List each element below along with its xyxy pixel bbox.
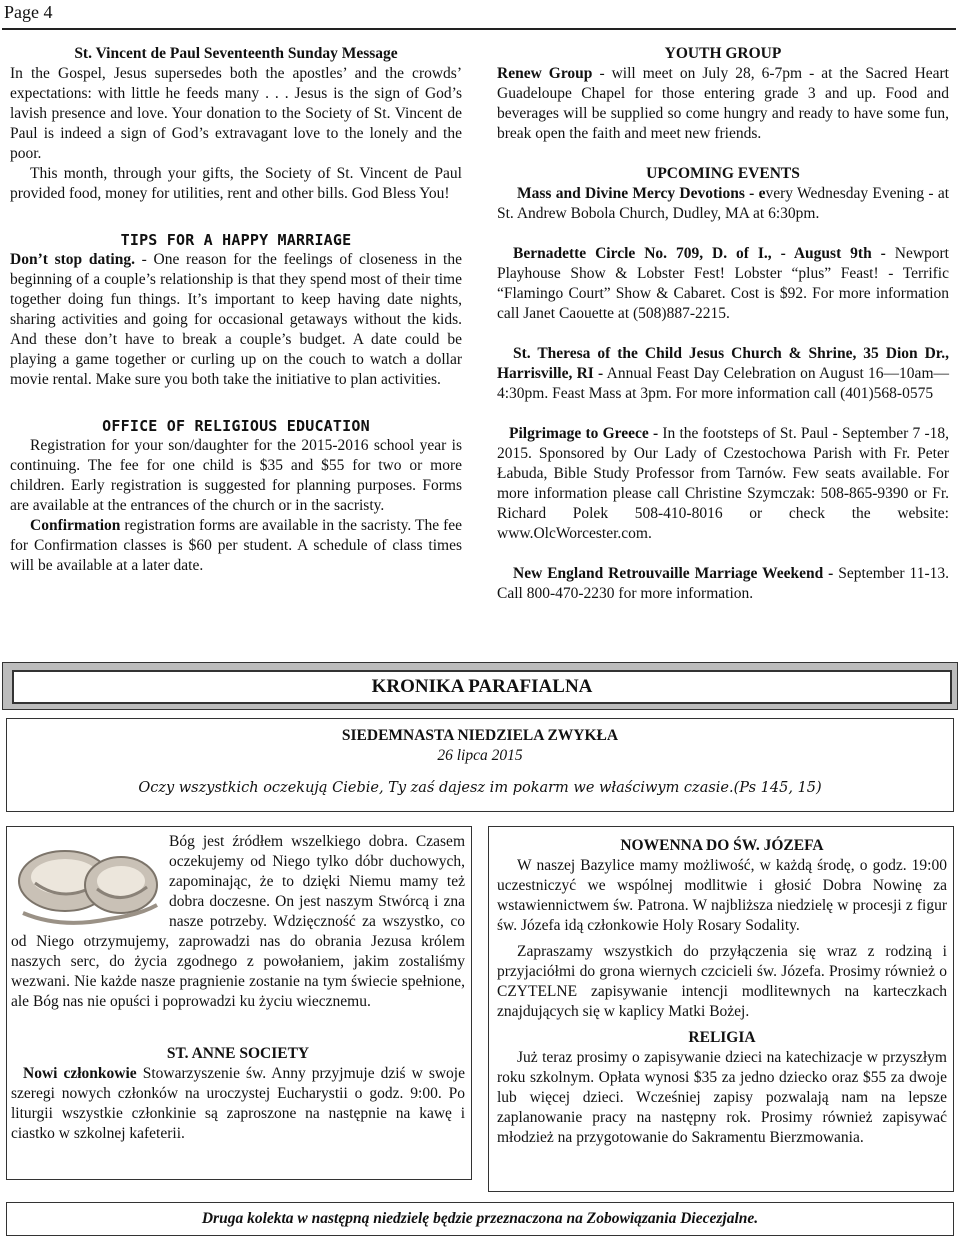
religious-ed-para1: Registration for your son/daughter for the 2015-2016 school year is continuing. The fee for one child is $35 and $55 for two or more children. Early registration is suggested for planning purposes. Forms are available at the entrances of the church or in the sacristy. xyxy=(10,437,462,514)
sunday-title: SIEDEMNASTA NIEDZIELA ZWYKŁA xyxy=(341,727,619,744)
st-anne-body: Stowarzyszenie św. Anny przyjmuje dziś w swoje szeregi nowych członków na uroczystej Eucharystii o godz. 9:00. Po liturgii wszystkie członkinie są zaproszone na następnie na kawę i ciastko w szkolnej kafeterii. xyxy=(11,1065,465,1142)
tips-title: TIPS FOR A HAPPY MARRIAGE xyxy=(120,231,352,249)
retrouvaille-lead: New England Retrouvaille Marriage Weekend - xyxy=(513,565,834,582)
mass-lead: Mass and Divine Mercy Devotions - e xyxy=(517,185,766,202)
confirmation-body: registration forms are available in the sacristy. The fee for Confirmation classes is $60 per student. A schedule of class times will be available at a later date. xyxy=(10,517,462,574)
bernadette-body: Newport Playhouse Show & Lobster Fest! Lobster “plus” Feast! - Terrific “Flamingo Court” Show & Cabaret. Cost is $92. For more information call Janet Caouette at (508)887-2215. xyxy=(497,245,949,322)
right-column xyxy=(497,44,949,604)
tips-body: - One reason for the feelings of closeness in the beginning of a couple’s relationship is that they spend most of their time together doing fun things. It’s important to keep having date nights, sharing activities and going for occasional getaways without the kids. And these don’t have to break a couple’s budget. A date could be playing a game together or curling up on the couch to watch a dollar movie rental. Make sure you both take the initiative to plan activities. xyxy=(10,251,462,388)
kronika-banner xyxy=(2,662,958,710)
footer-note: Druga kolekta w następną niedzielę będzie przeznaczona na Zobowiązania Diecezjalne. xyxy=(201,1210,759,1227)
mass-body: very Wednesday Evening - at St. Andrew Bobola Church, Dudley, MA at 6:30pm. xyxy=(497,185,950,222)
nowenna-para1: W naszej Bazylice mamy możliwość, w każdą środę, o godz. 19:00 uczestniczyć we wspólnej modlitwie i głosić Dobra Nowinę za wstawiennictwem św. Patrona. W najbliższa niedzielę w procesji z figur św. Józefa idą członkowie Holy Rosary Sodality. xyxy=(497,857,947,934)
religious-ed-title: OFFICE OF RELIGIOUS EDUCATION xyxy=(102,417,370,435)
st-vincent-section xyxy=(10,44,462,204)
youth-title: YOUTH GROUP xyxy=(664,45,782,62)
youth-lead: Renew Group xyxy=(497,65,593,82)
polish-right-box xyxy=(488,826,954,1192)
events-title: UPCOMING EVENTS xyxy=(646,165,800,182)
events-section xyxy=(497,164,949,604)
pilgrimage-body: In the footsteps of St. Paul - September 7 -18, 2015. Sponsored by Our Lady of Czestochowa Parish with Fr. Peter Łabuda, Bible Study Professor from Tarnów. Few seats available. For more information please call Christine Szymczak: 508-865-9390 or Fr. Richard Polek 508-410-8016 or check the website: www.OlcWorcester.com. xyxy=(497,425,949,542)
youth-section xyxy=(497,44,949,144)
st-anne-lead: Nowi członkowie xyxy=(23,1065,137,1082)
st-vincent-title: St. Vincent de Paul Seventeenth Sunday Message xyxy=(74,45,398,62)
religia-title: RELIGIA xyxy=(688,1029,756,1046)
st-vincent-para1: In the Gospel, Jesus supersedes both the apostles’ and the crowds’ expectations: with little he feeds many . . . Jesus is the sign of God’s lavish presence and love. Your donation to the Society of St. Vincent de Paul is indeed a sign of God’s extravagant love to the lonely and the poor. xyxy=(10,65,462,162)
tips-section xyxy=(10,230,462,390)
nowenna-title: NOWENNA DO ŚW. JÓZEFA xyxy=(620,837,824,854)
st-anne-title: ST. ANNE SOCIETY xyxy=(166,1045,310,1062)
religia-para: Już teraz prosimy o zapisywanie dzieci na katechizacje w przyszłym roku szkolnym. Opłata wynosi $35 za jedno dziecko oraz $55 za dwoje lub więcej dzieci. Wcześniej zapisy pozwalają nam na lepsze zaplanowanie pracy na następny rok. Prosimy również zapisywać młodzież na przygotowanie do Sakramentu Bierzmowania. xyxy=(497,1049,947,1146)
pilgrimage-lead: Pilgrimage to Greece - xyxy=(509,425,659,442)
sunday-box xyxy=(6,718,954,812)
left-column xyxy=(10,44,462,576)
polish-left-box xyxy=(6,826,472,1180)
tips-lead: Don’t stop dating. xyxy=(10,251,135,268)
header-rule xyxy=(2,28,956,30)
theresa-body: Annual Feast Day Celebration on August 16—10am—4:30pm. Feast Mass at 3pm. For more information call (401)568-0575 xyxy=(497,365,949,402)
nowenna-para2: Zapraszamy wszystkich do przyłączenia się wraz z rodziną i przyjaciółmi do grona wiernych czcicieli św. Józefa. Prosimy również o CZYTELNE zapisywanie intencji modlitewnych na karteczkach znajdujących się w kaplicy Matki Bożej. xyxy=(497,943,947,1020)
retrouvaille-body: September 11-13. Call 800-470-2230 for more information. xyxy=(497,565,949,602)
page-number: Page 4 xyxy=(4,2,53,22)
footer-box xyxy=(6,1202,954,1236)
kronika-banner-title: KRONIKA PARAFIALNA xyxy=(12,670,952,704)
polish-reflection: Bóg jest źródłem wszelkiego dobra. Czasem oczekujemy od Niego tylko dóbr duchowych, zapominając, że to dzięki Niemu mamy też dobra doczesne. On jest naszym Stwórcą i zna nasze potrzeby. Wdzięczność za wszystko, co od Niego otrzymujemy, zaprowadzi nas do obrania Jezusa królem naszych serc, do życia zgodnego z powołaniem, jakim zostaliśmy wezwani. Nie każde nasze pragnienie zostanie na tym świecie spełnione, ale Bóg nas nie opuści i poprowadzi ku życiu wiecznemu. xyxy=(11,833,465,1010)
confirmation-lead: Confirmation xyxy=(30,517,121,534)
bernadette-lead: Bernadette Circle No. 709, D. of I., - August 9th - xyxy=(513,245,886,262)
sunday-quote: Oczy wszystkich oczekują Ciebie, Ty zaś dajesz im pokarm we właściwym czasie.(Ps 145, 15) xyxy=(138,780,822,796)
st-vincent-para2: This month, through your gifts, the Society of St. Vincent de Paul provided food, money for utilities, rent and other bills. God Bless You! xyxy=(10,165,462,202)
sunday-date: 26 lipca 2015 xyxy=(437,747,523,764)
youth-body: - will meet on July 28, 6-7pm - at the Sacred Heart Guadeloupe Chapel for those entering grade 3 and up. Food and beverages will be supplied so come hungry and ready to have some fun, break open the faith and meet new friends. xyxy=(497,65,949,142)
religious-ed-section xyxy=(10,416,462,576)
theresa-lead: St. Theresa of the Child Jesus Church & Shrine, 35 Dion Dr., Harrisville, RI - xyxy=(497,345,949,382)
